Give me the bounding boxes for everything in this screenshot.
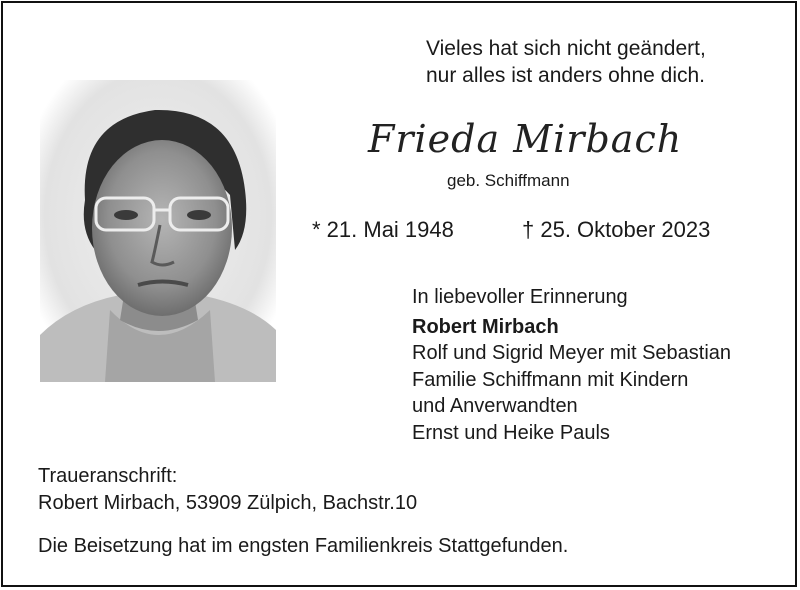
funeral-note: Die Beisetzung hat im engsten Familienkreis Stattgefunden. — [38, 535, 569, 557]
mourners-heading: In liebevoller Erinnerung — [412, 286, 628, 308]
memorial-quote — [426, 35, 786, 89]
mourner-line: Robert Mirbach — [412, 315, 559, 338]
mourner-line: Familie Schiffmann mit Kindern — [412, 368, 689, 391]
mourner-line: Rolf und Sigrid Meyer mit Sebastian — [412, 342, 732, 364]
address-value: Robert Mirbach, 53909 Zülpich, Bachstr.10 — [38, 492, 418, 514]
maiden-name: geb. Schiffmann — [447, 171, 570, 190]
quote-line-1: Vieles hat sich nicht geändert, — [426, 37, 706, 60]
mourner-line: und Anverwandten — [412, 395, 578, 417]
death-date: † 25. Oktober 2023 — [522, 217, 711, 242]
birth-date: * 21. Mai 1948 — [312, 217, 454, 242]
portrait-photo — [40, 80, 276, 382]
portrait-illustration — [40, 80, 276, 382]
mourning-address — [38, 463, 417, 517]
quote-line-2: nur alles ist anders ohne dich. — [426, 64, 705, 87]
mourner-line: Ernst und Heike Pauls — [412, 421, 610, 444]
mourners-block — [412, 284, 797, 446]
deceased-name: Frieda Mirbach — [368, 117, 683, 161]
address-label: Traueranschrift: — [38, 465, 178, 487]
